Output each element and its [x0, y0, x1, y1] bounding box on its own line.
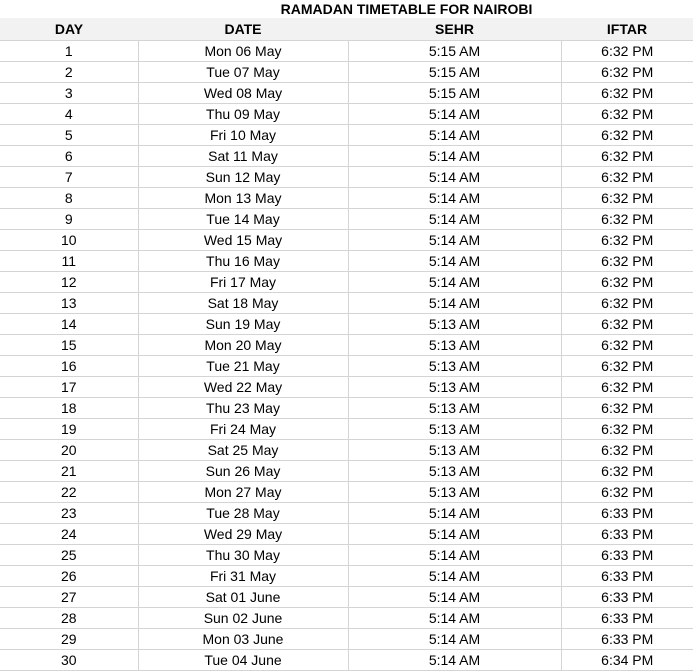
table-row — [0, 272, 693, 293]
cell-day: 3 — [0, 83, 138, 104]
cell-date: Thu 09 May — [138, 104, 348, 125]
table-row — [0, 41, 693, 62]
cell-sehr: 5:14 AM — [348, 566, 561, 587]
cell-day: 14 — [0, 314, 138, 335]
table-row — [0, 524, 693, 545]
cell-iftar: 6:32 PM — [561, 125, 693, 146]
table-row — [0, 503, 693, 524]
cell-day: 15 — [0, 335, 138, 356]
cell-iftar: 6:32 PM — [561, 335, 693, 356]
cell-date: Fri 17 May — [138, 272, 348, 293]
table-row — [0, 209, 693, 230]
cell-day: 9 — [0, 209, 138, 230]
table-row — [0, 293, 693, 314]
table-row — [0, 167, 693, 188]
cell-date: Sun 02 June — [138, 608, 348, 629]
cell-iftar: 6:32 PM — [561, 272, 693, 293]
cell-day: 19 — [0, 419, 138, 440]
cell-day: 24 — [0, 524, 138, 545]
table-row — [0, 62, 693, 83]
cell-sehr: 5:14 AM — [348, 608, 561, 629]
cell-sehr: 5:14 AM — [348, 272, 561, 293]
cell-date: Tue 28 May — [138, 503, 348, 524]
cell-iftar: 6:33 PM — [561, 566, 693, 587]
cell-sehr: 5:14 AM — [348, 188, 561, 209]
cell-date: Sat 25 May — [138, 440, 348, 461]
cell-day: 13 — [0, 293, 138, 314]
table-row — [0, 461, 693, 482]
cell-day: 25 — [0, 545, 138, 566]
cell-date: Mon 03 June — [138, 629, 348, 650]
cell-iftar: 6:32 PM — [561, 398, 693, 419]
table-row — [0, 608, 693, 629]
cell-date: Thu 16 May — [138, 251, 348, 272]
cell-day: 20 — [0, 440, 138, 461]
table-row — [0, 314, 693, 335]
cell-sehr: 5:13 AM — [348, 482, 561, 503]
cell-iftar: 6:32 PM — [561, 83, 693, 104]
table-row — [0, 419, 693, 440]
cell-iftar: 6:32 PM — [561, 104, 693, 125]
cell-iftar: 6:32 PM — [561, 230, 693, 251]
header-iftar: IFTAR — [561, 18, 693, 41]
table-row — [0, 398, 693, 419]
cell-sehr: 5:14 AM — [348, 230, 561, 251]
cell-date: Mon 06 May — [138, 41, 348, 62]
table-row — [0, 188, 693, 209]
cell-iftar: 6:32 PM — [561, 461, 693, 482]
cell-date: Mon 27 May — [138, 482, 348, 503]
cell-day: 7 — [0, 167, 138, 188]
cell-iftar: 6:33 PM — [561, 587, 693, 608]
cell-sehr: 5:13 AM — [348, 461, 561, 482]
table-row — [0, 545, 693, 566]
cell-day: 18 — [0, 398, 138, 419]
table-row — [0, 83, 693, 104]
cell-date: Sun 26 May — [138, 461, 348, 482]
cell-sehr: 5:15 AM — [348, 62, 561, 83]
page-title: RAMADAN TIMETABLE FOR NAIROBI — [0, 0, 693, 18]
cell-day: 23 — [0, 503, 138, 524]
cell-sehr: 5:14 AM — [348, 167, 561, 188]
header-sehr: SEHR — [348, 18, 561, 41]
cell-iftar: 6:32 PM — [561, 293, 693, 314]
cell-day: 10 — [0, 230, 138, 251]
cell-sehr: 5:14 AM — [348, 503, 561, 524]
cell-iftar: 6:32 PM — [561, 314, 693, 335]
header-row — [0, 18, 693, 41]
cell-date: Fri 10 May — [138, 125, 348, 146]
table-row — [0, 650, 693, 671]
cell-date: Sun 12 May — [138, 167, 348, 188]
cell-sehr: 5:13 AM — [348, 440, 561, 461]
cell-date: Sat 18 May — [138, 293, 348, 314]
cell-sehr: 5:13 AM — [348, 419, 561, 440]
cell-day: 27 — [0, 587, 138, 608]
table-row — [0, 146, 693, 167]
cell-iftar: 6:34 PM — [561, 650, 693, 671]
cell-date: Sun 19 May — [138, 314, 348, 335]
cell-iftar: 6:32 PM — [561, 377, 693, 398]
table-row — [0, 566, 693, 587]
cell-sehr: 5:14 AM — [348, 125, 561, 146]
cell-date: Sat 01 June — [138, 587, 348, 608]
timetable-body — [0, 41, 693, 671]
cell-sehr: 5:13 AM — [348, 356, 561, 377]
cell-iftar: 6:32 PM — [561, 188, 693, 209]
cell-date: Wed 22 May — [138, 377, 348, 398]
cell-iftar: 6:32 PM — [561, 41, 693, 62]
cell-date: Thu 23 May — [138, 398, 348, 419]
cell-iftar: 6:32 PM — [561, 482, 693, 503]
cell-iftar: 6:33 PM — [561, 608, 693, 629]
cell-date: Sat 11 May — [138, 146, 348, 167]
cell-date: Tue 07 May — [138, 62, 348, 83]
table-row — [0, 482, 693, 503]
cell-date: Mon 20 May — [138, 335, 348, 356]
cell-day: 2 — [0, 62, 138, 83]
cell-iftar: 6:33 PM — [561, 503, 693, 524]
cell-day: 8 — [0, 188, 138, 209]
cell-sehr: 5:14 AM — [348, 650, 561, 671]
table-row — [0, 356, 693, 377]
cell-day: 11 — [0, 251, 138, 272]
table-row — [0, 251, 693, 272]
cell-sehr: 5:14 AM — [348, 251, 561, 272]
header-date: DATE — [138, 18, 348, 41]
cell-sehr: 5:14 AM — [348, 587, 561, 608]
table-row — [0, 125, 693, 146]
cell-iftar: 6:32 PM — [561, 356, 693, 377]
cell-sehr: 5:15 AM — [348, 41, 561, 62]
cell-sehr: 5:15 AM — [348, 83, 561, 104]
cell-day: 30 — [0, 650, 138, 671]
cell-day: 6 — [0, 146, 138, 167]
cell-iftar: 6:32 PM — [561, 62, 693, 83]
cell-sehr: 5:14 AM — [348, 524, 561, 545]
cell-sehr: 5:13 AM — [348, 314, 561, 335]
cell-sehr: 5:14 AM — [348, 104, 561, 125]
cell-sehr: 5:13 AM — [348, 377, 561, 398]
cell-day: 28 — [0, 608, 138, 629]
cell-day: 5 — [0, 125, 138, 146]
cell-sehr: 5:14 AM — [348, 629, 561, 650]
cell-day: 12 — [0, 272, 138, 293]
cell-day: 1 — [0, 41, 138, 62]
cell-day: 21 — [0, 461, 138, 482]
cell-sehr: 5:14 AM — [348, 209, 561, 230]
cell-day: 17 — [0, 377, 138, 398]
cell-date: Wed 29 May — [138, 524, 348, 545]
cell-date: Tue 14 May — [138, 209, 348, 230]
cell-iftar: 6:32 PM — [561, 251, 693, 272]
cell-iftar: 6:33 PM — [561, 545, 693, 566]
cell-date: Tue 04 June — [138, 650, 348, 671]
timetable — [0, 18, 693, 671]
cell-day: 26 — [0, 566, 138, 587]
cell-date: Wed 08 May — [138, 83, 348, 104]
cell-sehr: 5:13 AM — [348, 398, 561, 419]
header-day: DAY — [0, 18, 138, 41]
cell-date: Fri 24 May — [138, 419, 348, 440]
cell-sehr: 5:14 AM — [348, 293, 561, 314]
cell-date: Thu 30 May — [138, 545, 348, 566]
cell-iftar: 6:32 PM — [561, 440, 693, 461]
cell-iftar: 6:32 PM — [561, 167, 693, 188]
table-row — [0, 587, 693, 608]
cell-iftar: 6:32 PM — [561, 419, 693, 440]
cell-day: 4 — [0, 104, 138, 125]
table-row — [0, 335, 693, 356]
cell-iftar: 6:33 PM — [561, 629, 693, 650]
cell-day: 16 — [0, 356, 138, 377]
cell-iftar: 6:32 PM — [561, 146, 693, 167]
table-row — [0, 440, 693, 461]
table-row — [0, 377, 693, 398]
table-row — [0, 104, 693, 125]
cell-sehr: 5:13 AM — [348, 335, 561, 356]
cell-date: Fri 31 May — [138, 566, 348, 587]
cell-day: 29 — [0, 629, 138, 650]
cell-date: Wed 15 May — [138, 230, 348, 251]
cell-date: Tue 21 May — [138, 356, 348, 377]
cell-date: Mon 13 May — [138, 188, 348, 209]
table-row — [0, 230, 693, 251]
cell-sehr: 5:14 AM — [348, 146, 561, 167]
cell-sehr: 5:14 AM — [348, 545, 561, 566]
cell-day: 22 — [0, 482, 138, 503]
cell-iftar: 6:32 PM — [561, 209, 693, 230]
cell-iftar: 6:33 PM — [561, 524, 693, 545]
table-row — [0, 629, 693, 650]
